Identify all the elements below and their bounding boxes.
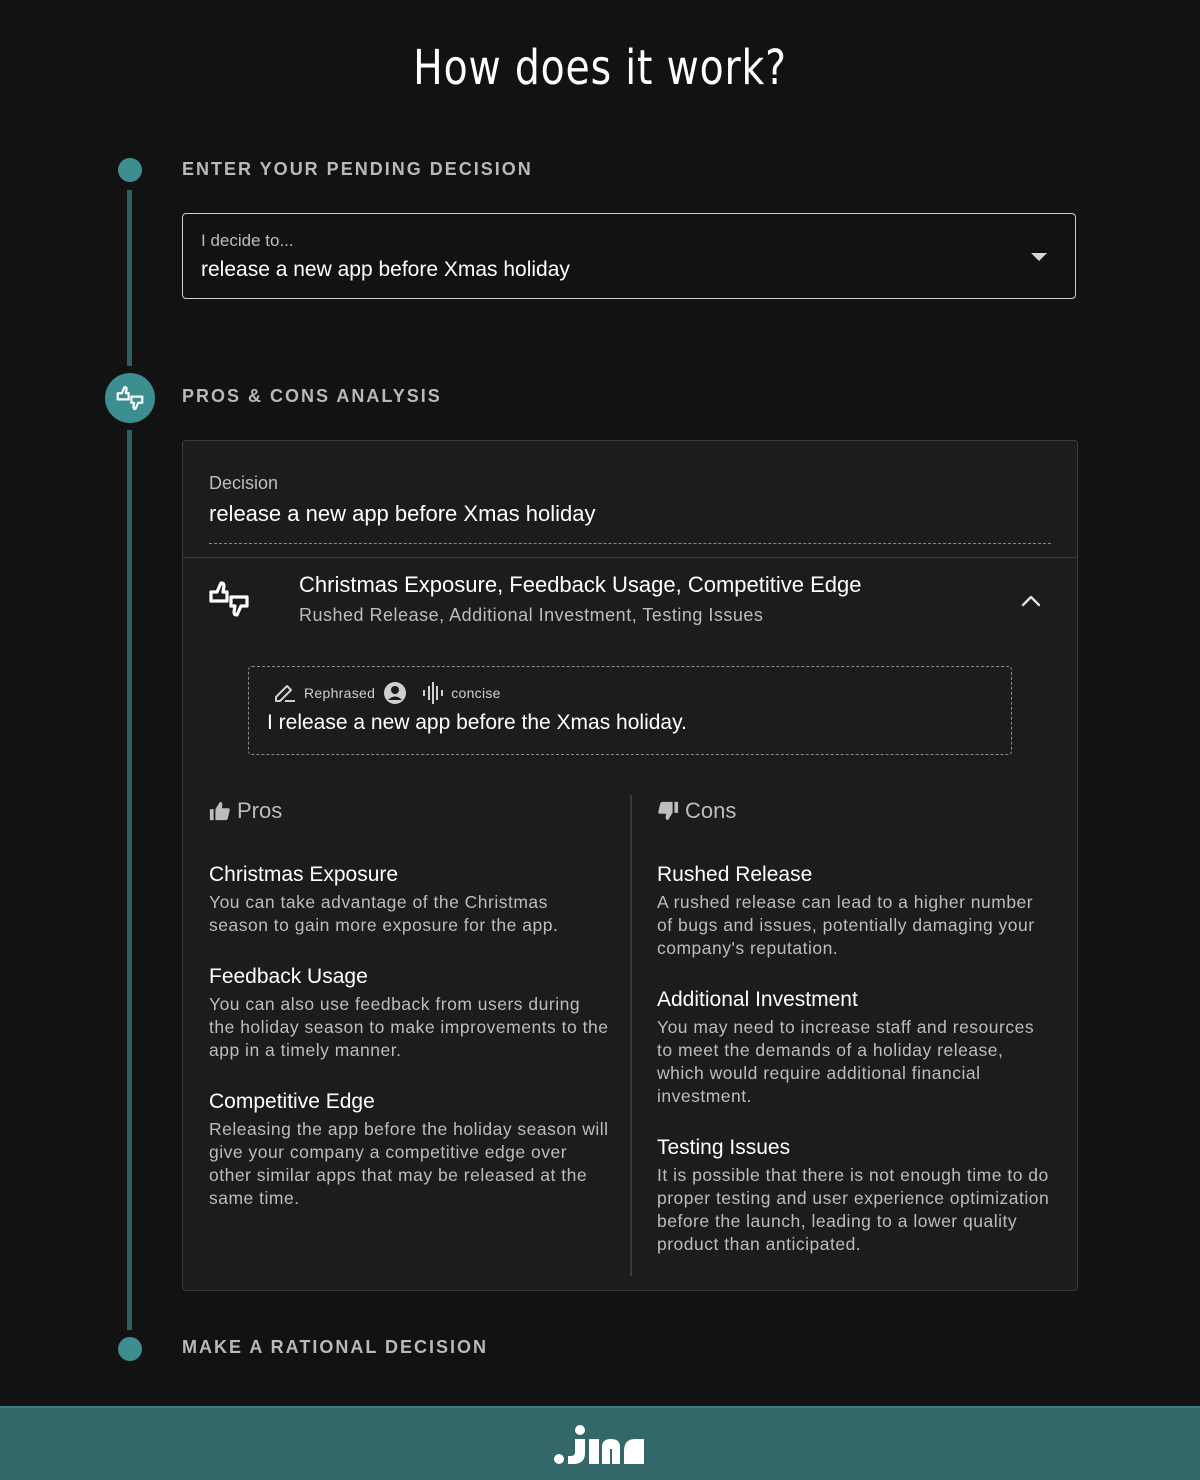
thumb-down-icon [657, 800, 679, 822]
voice-wave-icon [421, 681, 445, 705]
con-item-title: Testing Issues [657, 1136, 791, 1159]
pro-item-desc: You can also use feedback from users during the holiday season to make improvements to the app in a timely manner. [209, 994, 609, 1060]
step-label-rational-decision: MAKE A RATIONAL DECISION [182, 1337, 489, 1357]
column-divider [630, 795, 632, 1276]
pros-cons-icon [115, 383, 145, 413]
decision-underline [209, 543, 1051, 544]
decision-select[interactable] [182, 213, 1076, 299]
caret-down-icon[interactable] [1031, 253, 1047, 261]
con-item [657, 861, 1052, 960]
cons-column [657, 796, 1052, 1256]
step-dot [118, 158, 142, 182]
jina-logo[interactable] [554, 1423, 646, 1465]
summary-subtitle: Rushed Release, Additional Investment, Testing Issues [299, 605, 764, 625]
rephrased-tag: Rephrased [304, 685, 376, 701]
decision-select-label: I decide to... [201, 231, 294, 250]
con-item-desc: A rushed release can lead to a higher number of bugs and issues, potentially damaging your company's reputation. [657, 892, 1035, 958]
decision-value: release a new app before Xmas holiday [209, 501, 596, 526]
step-dot [118, 1337, 142, 1361]
pro-item [209, 1088, 609, 1210]
rephrased-text: I release a new app before the Xmas holiday. [267, 711, 687, 734]
timeline-rail [127, 190, 132, 366]
pros-column [209, 796, 609, 1210]
con-item-title: Additional Investment [657, 988, 858, 1011]
divider [183, 557, 1077, 558]
pro-item-title: Feedback Usage [209, 965, 368, 988]
rephrased-meta [273, 681, 501, 705]
con-item [657, 1134, 1052, 1256]
con-item-desc: You may need to increase staff and resources to meet the demands of a holiday release, which would require additional financial investment. [657, 1017, 1035, 1106]
timeline-rail [127, 430, 132, 1330]
step-label-pros-cons: PROS & CONS ANALYSIS [182, 386, 442, 406]
pro-item [209, 963, 609, 1062]
pros-heading-label: Pros [237, 798, 283, 823]
account-circle-icon [383, 681, 407, 705]
pro-item-title: Competitive Edge [209, 1090, 375, 1113]
rephrased-style: concise [451, 685, 501, 701]
cons-heading-label: Cons [685, 798, 737, 823]
summary-title[interactable]: Christmas Exposure, Feedback Usage, Competitive Edge [299, 572, 862, 597]
pros-cons-icon [207, 577, 251, 621]
pro-item-title: Christmas Exposure [209, 863, 399, 886]
con-item [657, 986, 1052, 1108]
decision-select-value: release a new app before Xmas holiday [201, 258, 570, 281]
thumb-up-icon [209, 800, 231, 822]
analysis-card [182, 440, 1078, 1291]
step-label-enter-decision: ENTER YOUR PENDING DECISION [182, 159, 533, 179]
decision-label: Decision [209, 473, 279, 493]
chevron-up-icon[interactable] [1019, 589, 1043, 613]
step-active-dot [105, 373, 155, 423]
rephrased-box [248, 666, 1012, 755]
footer [0, 1406, 1200, 1480]
pro-item-desc: Releasing the app before the holiday season will give your company a competitive edge over other similar apps that may be released at the same time. [209, 1119, 609, 1208]
edit-icon [273, 682, 297, 704]
pro-item-desc: You can take advantage of the Christmas season to gain more exposure for the app. [209, 892, 559, 935]
cons-heading [657, 796, 1052, 826]
pro-item [209, 861, 609, 937]
page-title: How does it work? [413, 40, 787, 96]
pros-heading [209, 796, 609, 826]
con-item-desc: It is possible that there is not enough time to do proper testing and user experience optimization before the launch, leading to a lower quality product than anticipated. [657, 1165, 1050, 1254]
con-item-title: Rushed Release [657, 863, 813, 886]
